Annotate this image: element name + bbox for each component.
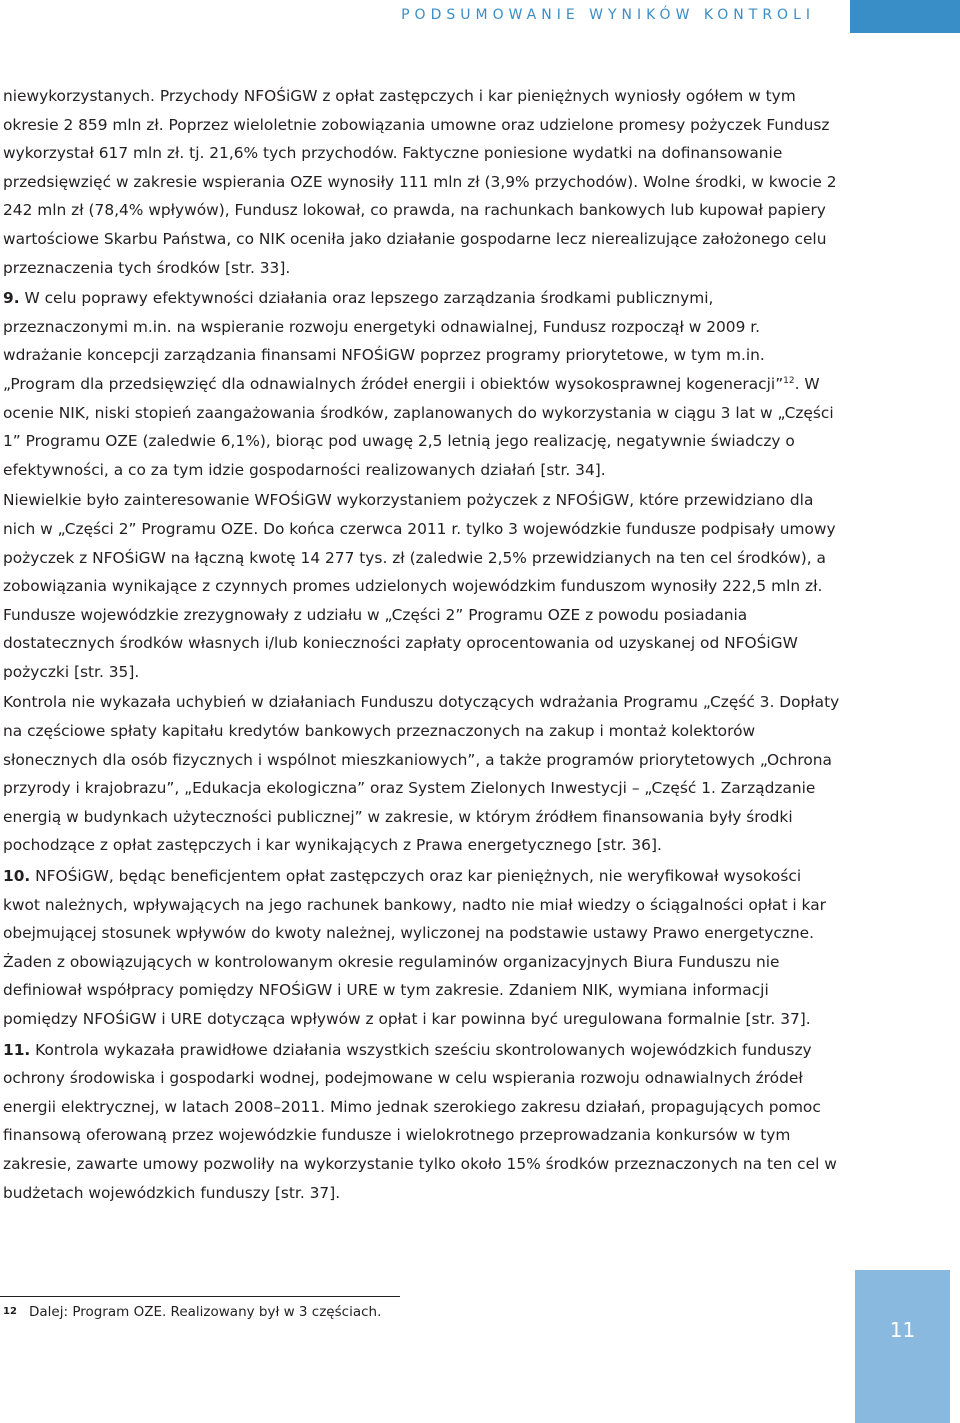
paragraph-text: NFOŚiGW, będąc beneficjentem opłat zastępczych oraz kar pieniężnych, nie weryfikował wysokości kwot należnych, wpływających na jego rachunek bankowy, nadto nie miał wiedzy o ściągalności opłat i kar obejmującej stosunek wpływów do kwoty należnej, wyliczonej na podstawie ustawy Prawo energetyczne. Żaden z obowiązujących w kontrolowanym okresie regulaminów organizacyjnych Biura Funduszu nie definiował współpracy pomiędzy NFOŚiGW i URE w tym zakresie. Zdaniem NIK, wymiana informacji pomiędzy NFOŚiGW i URE dotycząca wpływów z opłat i kar powinna być uregulowana formalnie [str. 37]. xyxy=(3,867,826,1028)
paragraph-text: W celu poprawy efektywności działania oraz lepszego zarządzania środkami publicznymi, przeznaczonymi m.in. na wspieranie rozwoju energetyki odnawialnej, Fundusz rozpoczął w 2009 r. wdrażanie koncepcji zarządzania finansami NFOŚiGW poprzez programy priorytetowe, w tym m.in. „Program dla przedsięwzięć dla odnawialnych źródeł energii i obiektów wysokosprawnej kogeneracji” xyxy=(3,289,784,393)
paragraph-number: 11. xyxy=(3,1040,31,1059)
header-title: PODSUMOWANIE WYNIKÓW KONTROLI xyxy=(401,7,815,23)
paragraph xyxy=(3,486,841,686)
paragraph xyxy=(3,1036,841,1208)
footnote-ref[interactable]: 12 xyxy=(783,375,795,386)
footnote-divider xyxy=(0,1296,400,1297)
page-header xyxy=(0,0,960,33)
footnote xyxy=(3,1303,381,1321)
paragraph xyxy=(3,688,841,860)
paragraph-text: niewykorzystanych. Przychody NFOŚiGW z opłat zastępczych i kar pieniężnych wyniosły ogółem w tym okresie 2 859 mln zł. Poprzez wieloletnie zobowiązania umowne oraz udzielone promesy pożyczek Fundusz wykorzystał 617 mln zł. tj. 21,6% tych przychodów. Faktyczne poniesione wydatki na dofinansowanie przedsięwzięć w zakresie wspierania OZE wynosiły 111 mln zł (3,9% przychodów). Wolne środki, w kwocie 2 242 mln zł (78,4% wpływów), Fundusz lokował, co prawda, na rachunkach bankowych lub kupował papiery wartościowe Skarbu Państwa, co NIK oceniła jako działanie gospodarne lecz nierealizujące założonego celu przeznaczenia tych środków [str. 33]. xyxy=(3,87,837,277)
footnote-number: 12 xyxy=(3,1306,17,1317)
main-text xyxy=(3,82,841,1207)
paragraph-number: 9. xyxy=(3,289,20,308)
paragraph-text: Kontrola nie wykazała uchybień w działaniach Funduszu dotyczących wdrażania Programu „Część 3. Dopłaty na częściowe spłaty kapitału kredytów bankowych przeznaczonych na zakup i montaż kolektorów słonecznych dla osób fizycznych i wspólnot mieszkaniowych”, a także programów priorytetowych „Ochrona przyrody i krajobrazu”, „Edukacja ekologiczna” oraz System Zielonych Inwestycji – „Część 1. Zarządzanie energią w budynkach użyteczności publicznej” w zakresie, w którym źródłem finansowania były środki pochodzące z opłat zastępczych i kar wynikających z Prawa energetycznego [str. 36]. xyxy=(3,693,840,855)
footnote-text: Dalej: Program OZE. Realizowany był w 3 częściach. xyxy=(29,1304,382,1320)
header-accent-box xyxy=(850,0,960,33)
paragraph xyxy=(3,862,841,1034)
page-number-box xyxy=(855,1270,950,1423)
paragraph-number: 10. xyxy=(3,867,31,886)
paragraph xyxy=(3,82,841,282)
paragraph-text: Niewielkie było zainteresowanie WFOŚiGW wykorzystaniem pożyczek z NFOŚiGW, które przewidziano dla nich w „Części 2” Programu OZE. Do końca czerwca 2011 r. tylko 3 wojewódzkie fundusze podpisały umowy pożyczek z NFOŚiGW na łączną kwotę 14 277 tys. zł (zaledwie 2,5% przewidzianych na ten cel środków), a zobowiązania wynikające z czynnych promes udzielonych wojewódzkim funduszom wynosiły 222,5 mln zł. Fundusze wojewódzkie zrezygnowały z udziału w „Części 2” Programu OZE z powodu posiadania dostatecznych środków własnych i/lub konieczności zapłaty oprocentowania od uzyskanej od NFOŚiGW pożyczki [str. 35]. xyxy=(3,491,836,681)
paragraph-text-continued: . W ocenie NIK, niski stopień zaangażowania środków, zaplanowanych do wykorzystania w ciągu 3 lat w „Części 1” Programu OZE (zaledwie 6,1%), biorąc pod uwagę 2,5 letnią jego realizację, negatywnie świadczy o efektywności, a co za tym idzie gospodarności realizowanych działań [str. 34]. xyxy=(3,374,834,479)
paragraph-text: Kontrola wykazała prawidłowe działania wszystkich sześciu skontrolowanych wojewódzkich funduszy ochrony środowiska i gospodarki wodnej, podejmowane w celu wspierania rozwoju odnawialnych źródeł energii elektrycznej, w latach 2008–2011. Mimo jednak szerokiego zakresu działań, propagujących pomoc finansową oferowaną przez wojewódzkie fundusze i wielokrotnego przeprowadzania konkursów w tym zakresie, zawarte umowy pozwoliły na wykorzystanie tylko około 15% środków przeznaczonych na ten cel w budżetach wojewódzkich funduszy [str. 37]. xyxy=(3,1040,837,1202)
page-number: 11 xyxy=(889,1318,916,1342)
paragraph xyxy=(3,284,841,484)
